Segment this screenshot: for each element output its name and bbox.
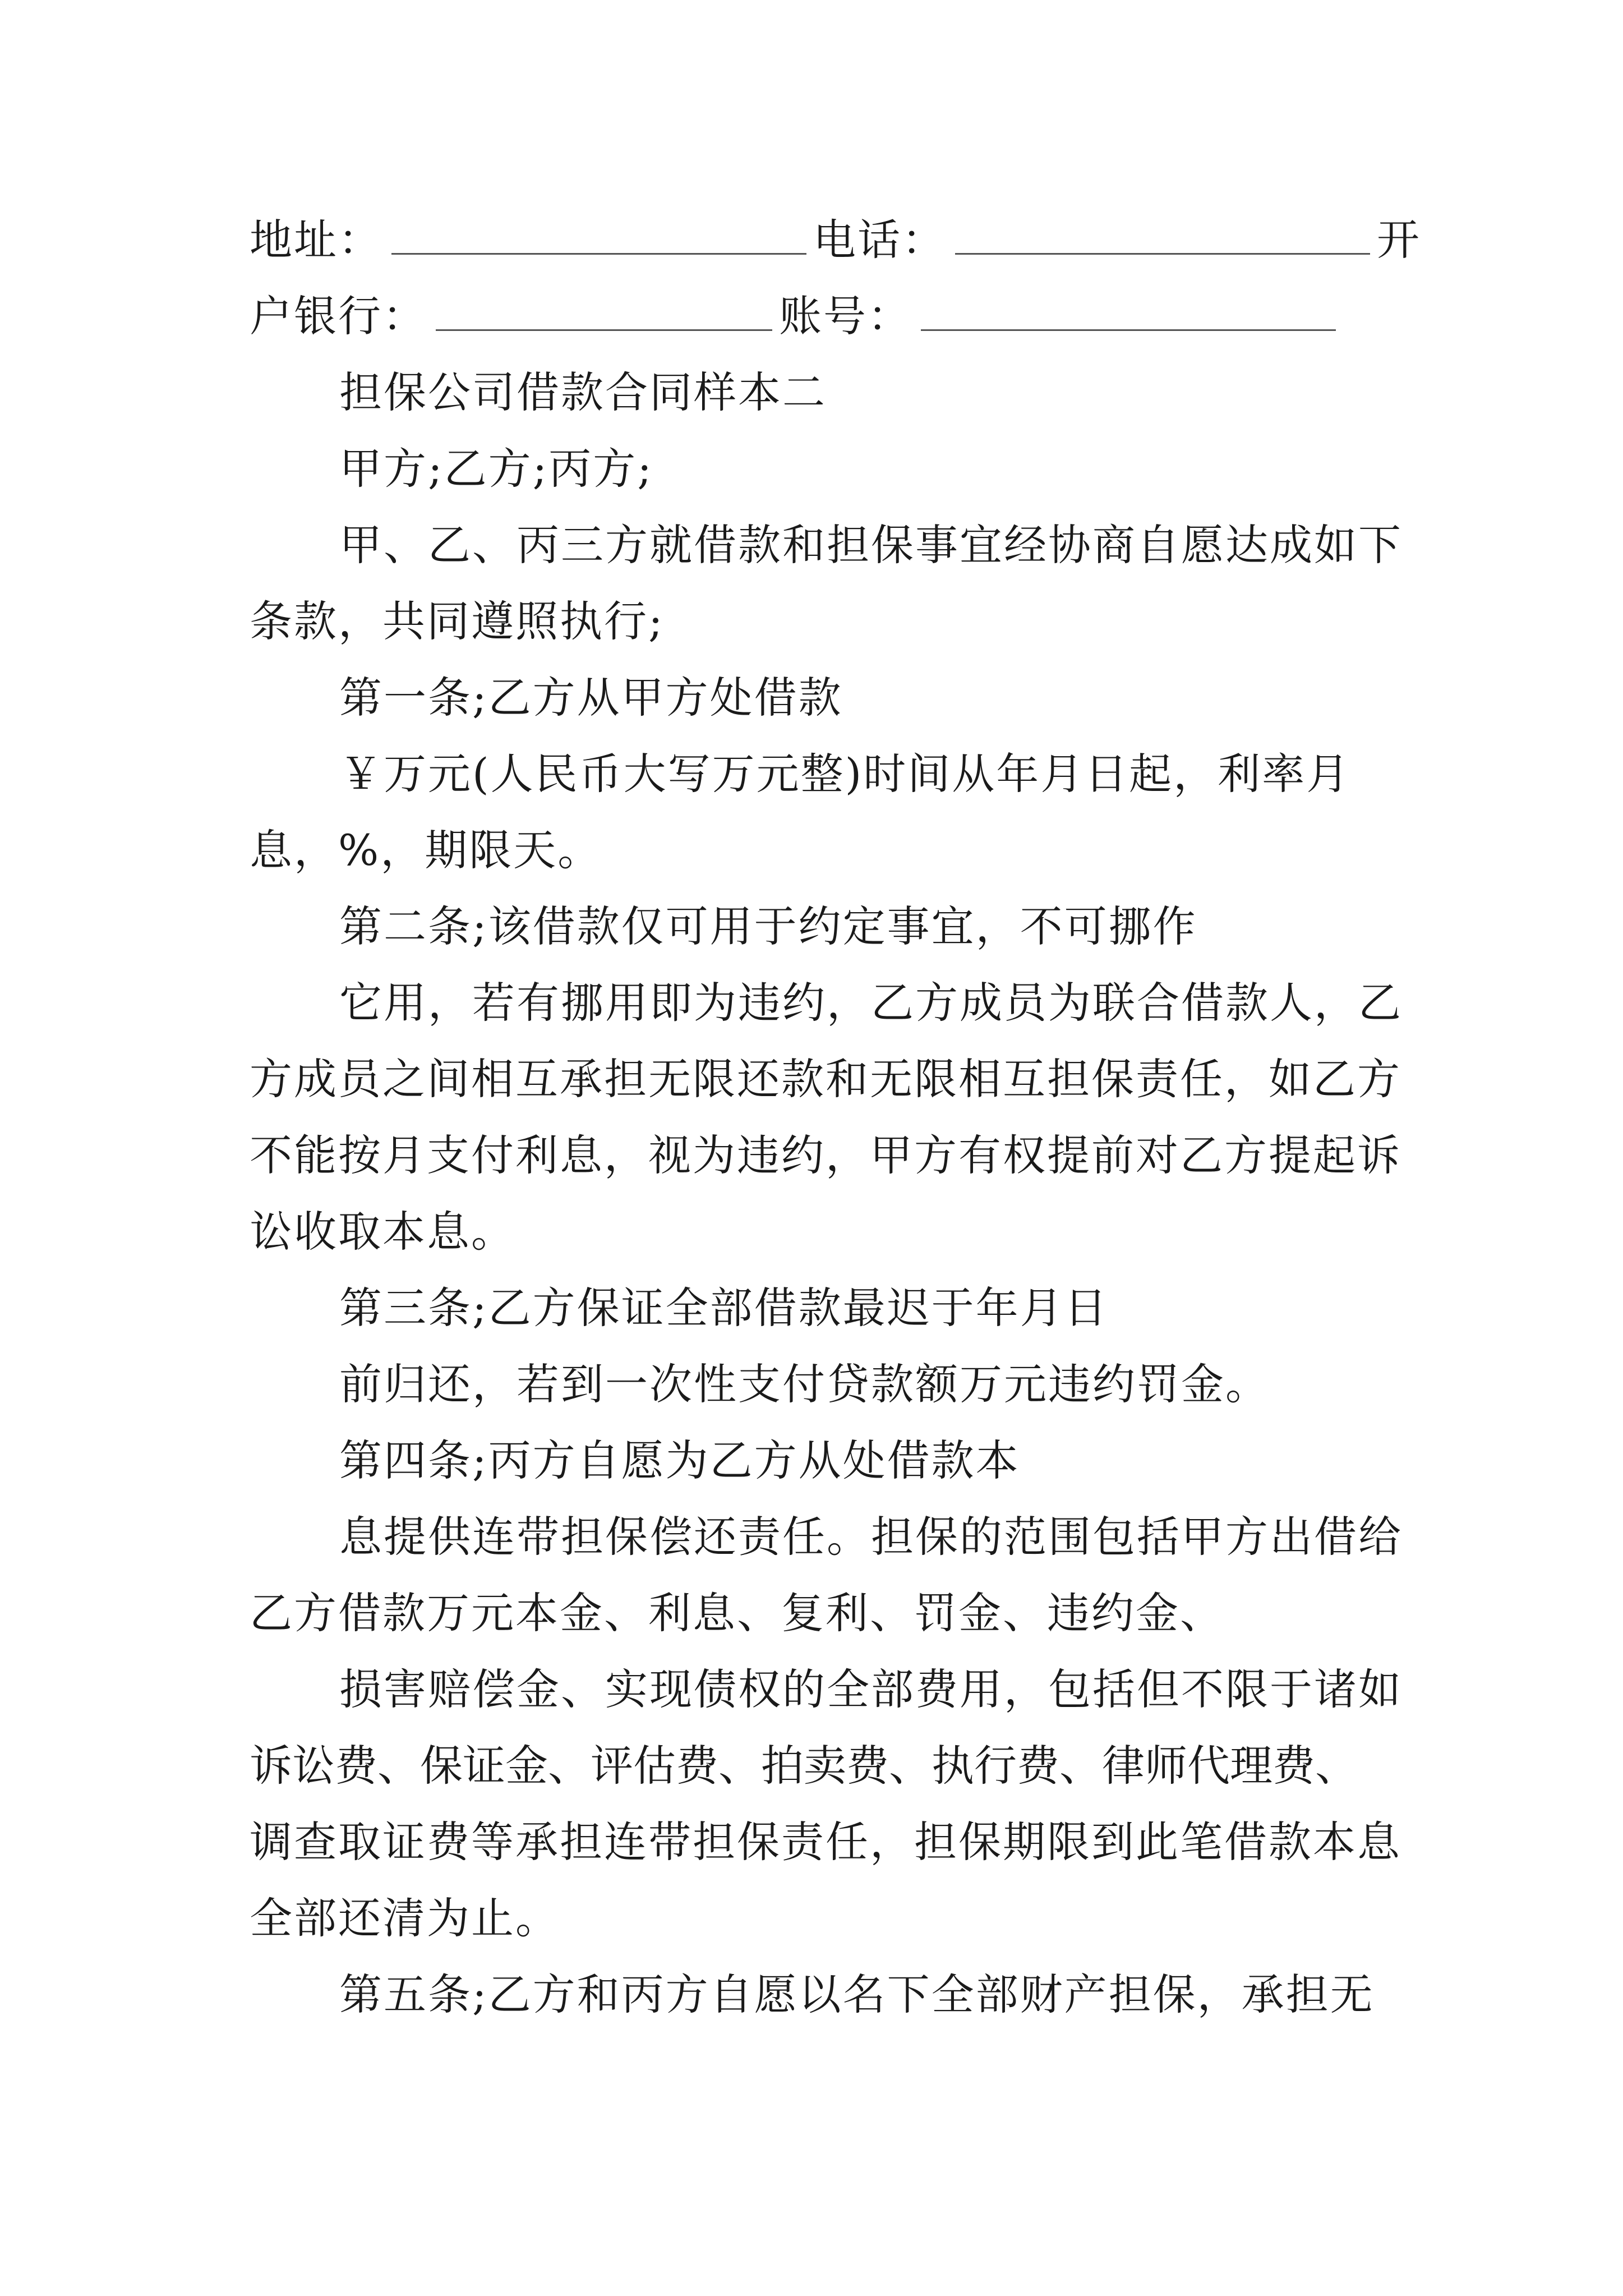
bank-label-part1: 开	[1377, 215, 1421, 265]
bank-label-part2: 户银行：	[250, 291, 427, 341]
article4-cont-2: 诉讼费、保证金、评估费、拍卖费、执行费、律师代理费、	[250, 1741, 1358, 1791]
article1-body-2: 息，%，期限天。	[250, 825, 602, 875]
bank-account-line	[250, 278, 1394, 355]
bank-blank[interactable]	[436, 296, 772, 331]
article2-body-2: 方成员之间相互承担无限还款和无限相互担保责任，如乙方	[250, 1054, 1401, 1104]
article1-body-1: ￥万元(人民币大写万元整)时间从年月日起，利率月	[339, 749, 1351, 799]
article2-body-1: 它用，若有挪用即为违约，乙方成员为联合借款人，乙	[339, 978, 1403, 1028]
article3-body: 前归还，若到一次性支付贷款额万元违约罚金。	[339, 1359, 1270, 1409]
article3-heading: 第三条;乙方保证全部借款最迟于年月日	[339, 1283, 1109, 1333]
address-phone-line	[250, 202, 1421, 278]
article4-body-2: 乙方借款万元本金、利息、复利、罚金、违约金、	[250, 1588, 1224, 1638]
article1-heading: 第一条;乙方从甲方处借款	[339, 673, 843, 723]
document-body	[250, 202, 1421, 2033]
article2-body-4: 讼收取本息。	[250, 1207, 515, 1257]
article2-body-3: 不能按月支付利息，视为违约，甲方有权提前对乙方提起诉	[250, 1130, 1401, 1180]
article4-heading: 第四条;丙方自愿为乙方从处借款本	[339, 1435, 1020, 1485]
phone-blank[interactable]	[955, 219, 1370, 255]
phone-label: 电话：	[813, 215, 946, 265]
intro-line-1: 甲、乙、丙三方就借款和担保事宜经协商自愿达成如下	[339, 520, 1403, 570]
article4-cont-4: 全部还清为止。	[250, 1893, 560, 1943]
account-blank[interactable]	[921, 296, 1336, 331]
article4-cont-1: 损害赔偿金、实现债权的全部费用，包括但不限于诸如	[339, 1664, 1403, 1714]
document-title: 担保公司借款合同样本二	[339, 367, 827, 417]
article5-heading: 第五条;乙方和丙方自愿以名下全部财产担保，承担无	[339, 1970, 1375, 2019]
intro-line-2: 条款，共同遵照执行;	[250, 596, 665, 646]
account-label: 账号：	[779, 291, 912, 341]
parties-line: 甲方;乙方;丙方;	[339, 444, 653, 494]
address-label: 地址：	[250, 215, 382, 265]
article2-heading: 第二条;该借款仅可用于约定事宜，不可挪作	[339, 901, 1197, 951]
article4-body-1: 息提供连带担保偿还责任。担保的范围包括甲方出借给	[339, 1512, 1403, 1562]
address-blank[interactable]	[391, 219, 806, 255]
article4-cont-3: 调查取证费等承担连带担保责任，担保期限到此笔借款本息	[250, 1817, 1401, 1867]
